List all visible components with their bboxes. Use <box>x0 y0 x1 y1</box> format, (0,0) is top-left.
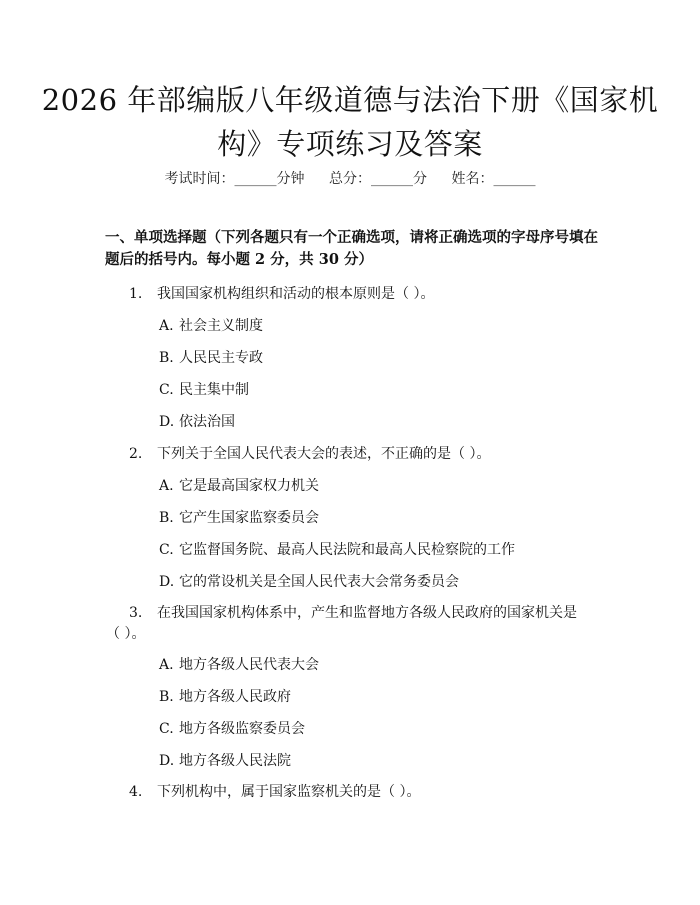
exam-name: 姓名：______ <box>451 171 536 187</box>
question-3-continuation: （ ）。 <box>106 626 146 642</box>
question-3 <box>129 602 577 622</box>
option-text: 人民民主专政 <box>179 350 263 366</box>
option-text: 地方各级监察委员会 <box>179 721 305 737</box>
option-text: 依法治国 <box>179 414 235 430</box>
page-title: 2026 年部编版八年级道德与法治下册《国家机构》专项练习及答案 <box>41 83 659 161</box>
option-letter: D. <box>159 574 175 590</box>
question-4 <box>129 781 420 801</box>
option-1a <box>159 315 263 335</box>
question-number: 2. <box>129 446 143 462</box>
option-letter: B. <box>159 510 174 526</box>
option-letter: A. <box>159 657 174 673</box>
option-1d <box>159 411 235 431</box>
question-number: 4. <box>129 784 143 800</box>
option-letter: C. <box>159 382 174 398</box>
option-3c <box>159 718 305 738</box>
option-text: 地方各级人民代表大会 <box>179 657 319 673</box>
option-letter: A. <box>159 318 174 334</box>
option-letter: D. <box>159 753 175 769</box>
option-3a <box>159 654 319 674</box>
option-text: 社会主义制度 <box>179 318 263 334</box>
option-2d <box>159 571 459 591</box>
question-2 <box>129 443 490 463</box>
question-text: 我国国家机构组织和活动的根本原则是（ ）。 <box>157 286 435 302</box>
option-text: 它监督国务院、最高人民法院和最高人民检察院的工作 <box>179 542 515 558</box>
option-1b <box>159 347 263 367</box>
exam-meta <box>0 168 700 188</box>
option-text: 它是最高国家权力机关 <box>179 478 319 494</box>
question-text: 下列机构中，属于国家监察机关的是（ ）。 <box>157 784 421 800</box>
option-3d <box>159 750 291 770</box>
option-letter: C. <box>159 542 174 558</box>
option-text: 它产生国家监察委员会 <box>179 510 319 526</box>
question-number: 1. <box>129 286 143 302</box>
option-letter: D. <box>159 414 175 430</box>
option-text: 地方各级人民法院 <box>179 753 291 769</box>
option-letter: B. <box>159 689 174 705</box>
exam-score: 总分：______分 <box>329 171 427 187</box>
option-letter: B. <box>159 350 174 366</box>
option-2c <box>159 539 515 559</box>
option-3b <box>159 686 291 706</box>
exam-time: 考试时间：______分钟 <box>164 171 305 187</box>
option-text: 地方各级人民政府 <box>179 689 291 705</box>
option-text: 民主集中制 <box>179 382 249 398</box>
question-number: 3. <box>129 605 143 621</box>
option-2a <box>159 475 319 495</box>
option-letter: C. <box>159 721 174 737</box>
option-2b <box>159 507 319 527</box>
option-text: 它的常设机关是全国人民代表大会常务委员会 <box>179 574 459 590</box>
section-heading: 一、单项选择题（下列各题只有一个正确选项，请将正确选项的字母序号填在题后的括号内。每小题 2 分，共 30 分） <box>105 229 598 268</box>
question-text: 在我国国家机构体系中，产生和监督地方各级人民政府的国家机关是 <box>157 605 577 621</box>
question-1 <box>129 283 434 303</box>
option-1c <box>159 379 249 399</box>
question-text: 下列关于全国人民代表大会的表述，不正确的是（ ）。 <box>157 446 491 462</box>
option-letter: A. <box>159 478 174 494</box>
